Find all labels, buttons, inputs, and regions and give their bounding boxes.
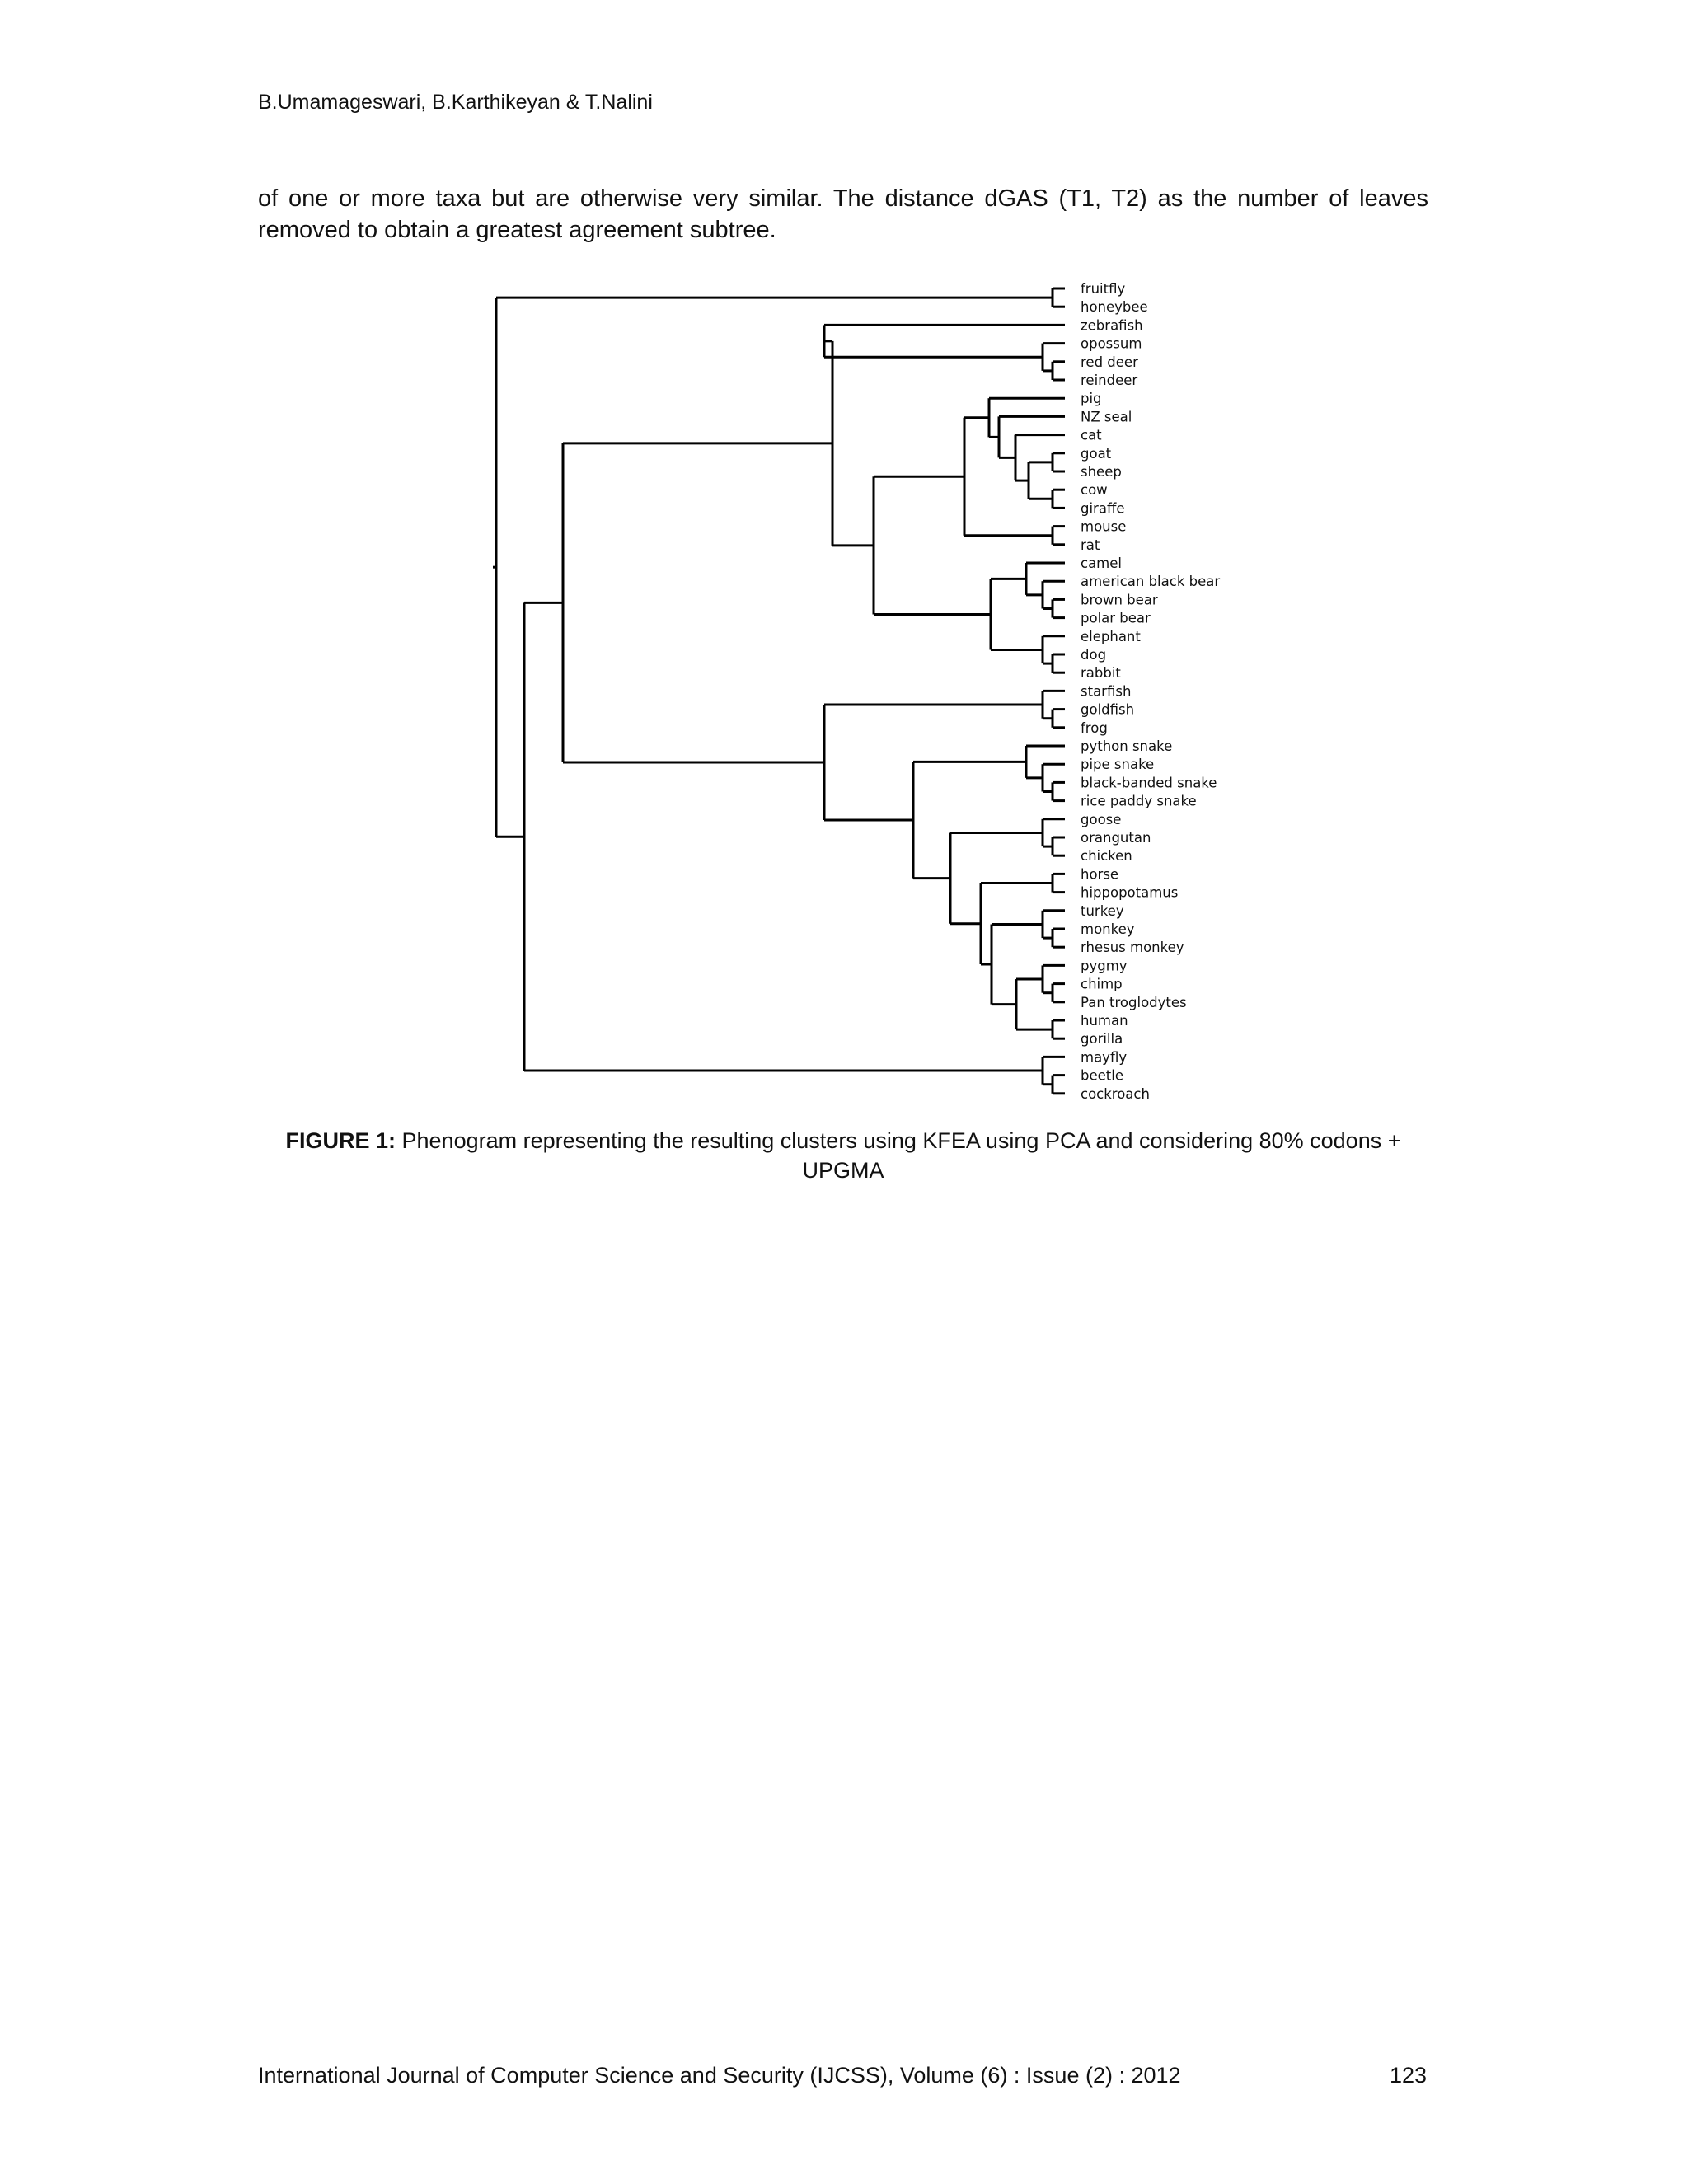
- leaf-label: frog: [1081, 719, 1108, 736]
- leaf-label: pipe snake: [1081, 757, 1155, 773]
- leaf-label: rabbit: [1081, 665, 1121, 682]
- dendrogram-leaf-labels: [1081, 281, 1220, 1102]
- footer-page-number: 123: [1390, 2063, 1428, 2088]
- leaf-label: polar bear: [1081, 610, 1151, 626]
- leaf-label: gorilla: [1081, 1031, 1123, 1047]
- body-paragraph: of one or more taxa but are otherwise very similar. The distance dGAS (T1, T2) as the number of leaves removed to obtain a greatest agreement subtree.: [258, 185, 1428, 243]
- leaf-label: goat: [1081, 445, 1112, 462]
- leaf-label: giraffe: [1081, 500, 1125, 517]
- leaf-label: pig: [1081, 391, 1102, 407]
- leaf-label: cockroach: [1081, 1085, 1150, 1102]
- leaf-label: dog: [1081, 647, 1107, 663]
- figure-caption-label: FIGURE 1:: [285, 1128, 396, 1153]
- leaf-label: sheep: [1081, 464, 1122, 480]
- leaf-label: rhesus monkey: [1081, 940, 1184, 956]
- leaf-label: reindeer: [1081, 373, 1138, 388]
- leaf-label: goose: [1081, 811, 1122, 827]
- leaf-label: goldfish: [1081, 701, 1135, 718]
- leaf-label: mayfly: [1081, 1049, 1128, 1066]
- leaf-label: zebrafish: [1081, 317, 1143, 334]
- leaf-label: monkey: [1081, 921, 1135, 937]
- leaf-label: black-banded snake: [1081, 775, 1217, 791]
- leaf-label: opossum: [1081, 335, 1142, 352]
- leaf-label: honeybee: [1081, 299, 1148, 316]
- leaf-label: orangutan: [1081, 830, 1151, 846]
- leaf-label: elephant: [1081, 628, 1141, 644]
- leaf-label: chicken: [1081, 848, 1132, 865]
- leaf-label: turkey: [1081, 902, 1124, 919]
- leaf-label: american black bear: [1081, 574, 1221, 590]
- leaf-label: horse: [1081, 866, 1119, 883]
- leaf-label: brown bear: [1081, 592, 1158, 608]
- leaf-label: rat: [1081, 537, 1100, 553]
- leaf-label: python snake: [1081, 738, 1173, 754]
- leaf-label: camel: [1081, 555, 1122, 571]
- leaf-label: pygmy: [1081, 958, 1128, 974]
- running-header: B.Umamageswari, B.Karthikeyan & T.Nalini: [258, 91, 653, 114]
- figure-caption: [258, 1126, 1428, 1185]
- leaf-label: mouse: [1081, 518, 1127, 535]
- leaf-label: Pan troglodytes: [1081, 994, 1187, 1010]
- leaf-label: hippopotamus: [1081, 884, 1179, 901]
- footer-journal-citation: International Journal of Computer Science and Security (IJCSS), Volume (6) : Issue (2) : 2012: [258, 2063, 1181, 2088]
- dendrogram-branches: [493, 288, 1065, 1094]
- leaf-label: human: [1081, 1013, 1128, 1029]
- leaf-label: red deer: [1081, 354, 1138, 370]
- leaf-label: cow: [1081, 482, 1108, 499]
- leaf-label: beetle: [1081, 1067, 1123, 1084]
- figure-caption-text: Phenogram representing the resulting clusters using KFEA using PCA and considering 80% codons + UPGMA: [396, 1128, 1401, 1183]
- leaf-label: cat: [1081, 427, 1102, 443]
- leaf-label: chimp: [1081, 976, 1123, 992]
- leaf-label: fruitfly: [1081, 281, 1126, 297]
- leaf-label: NZ seal: [1081, 409, 1132, 425]
- leaf-label: rice paddy snake: [1081, 793, 1197, 809]
- leaf-label: starfish: [1081, 683, 1132, 700]
